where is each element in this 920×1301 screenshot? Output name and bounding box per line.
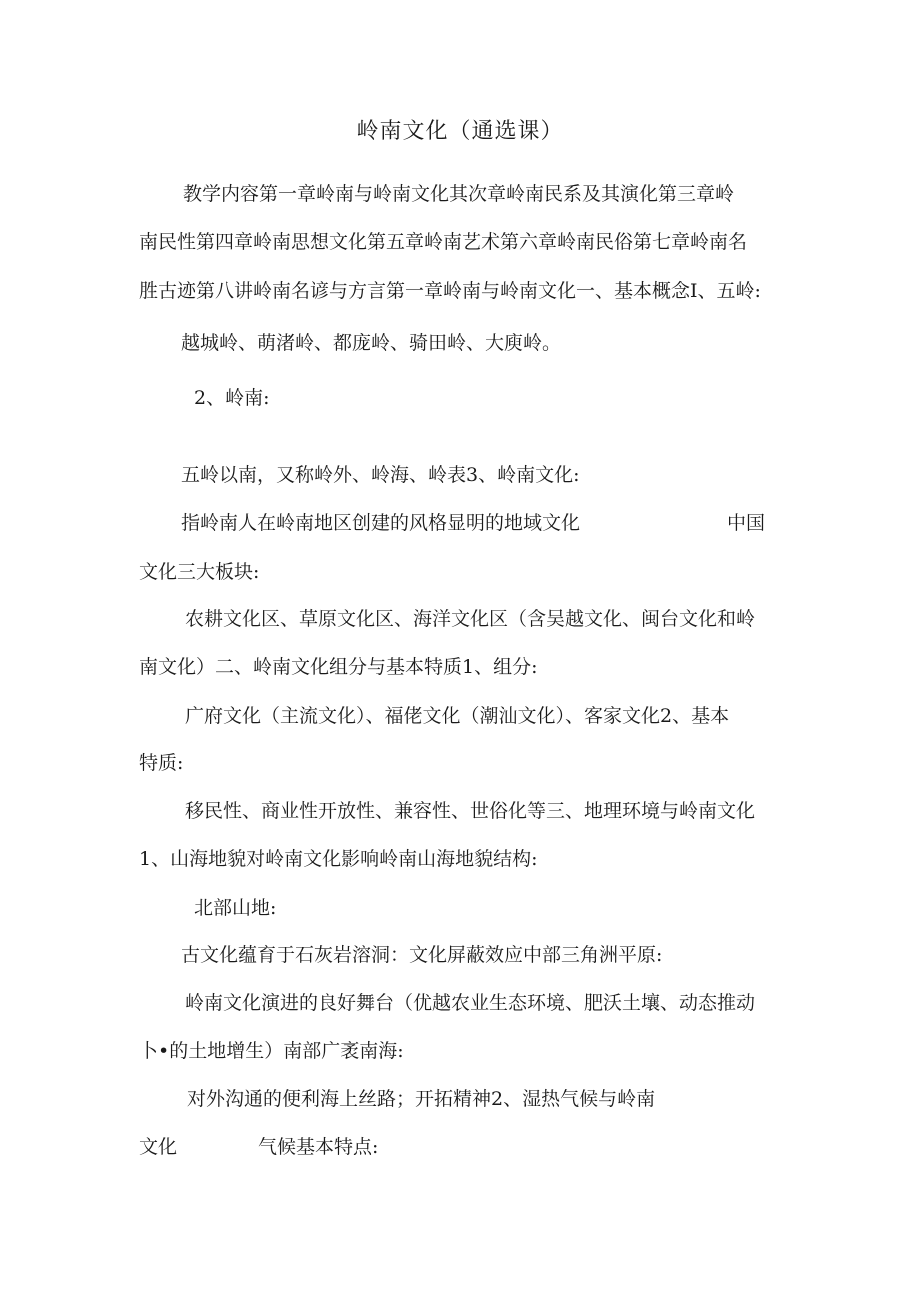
document-title: 岭南文化（通选课） xyxy=(356,119,564,144)
body-line-2: 南民性第四章岭南思想文化第五章岭南艺术第六章岭南民俗第七章岭南名 xyxy=(139,231,748,253)
body-line-9: 农耕文化区、草原文化区、海洋文化区（含吴越文化、闽台文化和岭 xyxy=(185,608,756,630)
body-line-17: 岭南文化演进的良好舞台（优越农业生态环境、肥沃土壤、动态推动 xyxy=(185,992,756,1014)
body-line-4: 越城岭、萌渚岭、都庞岭、骑田岭、大庾岭。 xyxy=(181,332,562,354)
body-line-19: 对外沟通的便利海上丝路；开拓精神2、湿热气候与岭南 xyxy=(187,1088,656,1110)
body-line-3: 胜古迹第八讲岭南名谚与方言第一章岭南与岭南文化一、基本概念I、五岭: xyxy=(139,280,761,302)
body-line-13: 移民性、商业性开放性、兼容性、世俗化等三、地理环境与岭南文化 xyxy=(185,800,756,822)
body-line-12: 特质: xyxy=(139,752,184,774)
body-line-11: 广府文化（主流文化）、福佬文化（潮汕文化）、客家文化2、基本 xyxy=(185,705,730,727)
body-line-5: 2、岭南: xyxy=(194,387,270,409)
body-line-7: 指岭南人在岭南地区创建的风格显明的地域文化 xyxy=(181,512,581,534)
body-line-20-right: 气候基本特点: xyxy=(258,1136,379,1158)
body-line-8: 文化三大板块: xyxy=(139,561,260,583)
body-line-15: 北部山地: xyxy=(194,897,277,919)
body-line-18: 卜•的土地增生）南部广袤南海: xyxy=(139,1040,404,1062)
body-line-16: 古文化蕴育于石灰岩溶洞：文化屏蔽效应中部三角洲平原: xyxy=(181,944,663,966)
body-line-6: 五岭以南，又称岭外、岭海、岭表3、岭南文化: xyxy=(181,464,580,486)
body-line-20: 文化 xyxy=(139,1136,178,1158)
body-line-14: 1、山海地貌对岭南文化影响岭南山海地貌结构: xyxy=(139,848,538,870)
body-line-1: 教学内容第一章岭南与岭南文化其次章岭南民系及其演化第三章岭 xyxy=(183,183,735,205)
body-line-7-right: 中国 xyxy=(727,512,766,534)
body-line-10: 南文化）二、岭南文化组分与基本特质1、组分: xyxy=(139,656,538,678)
